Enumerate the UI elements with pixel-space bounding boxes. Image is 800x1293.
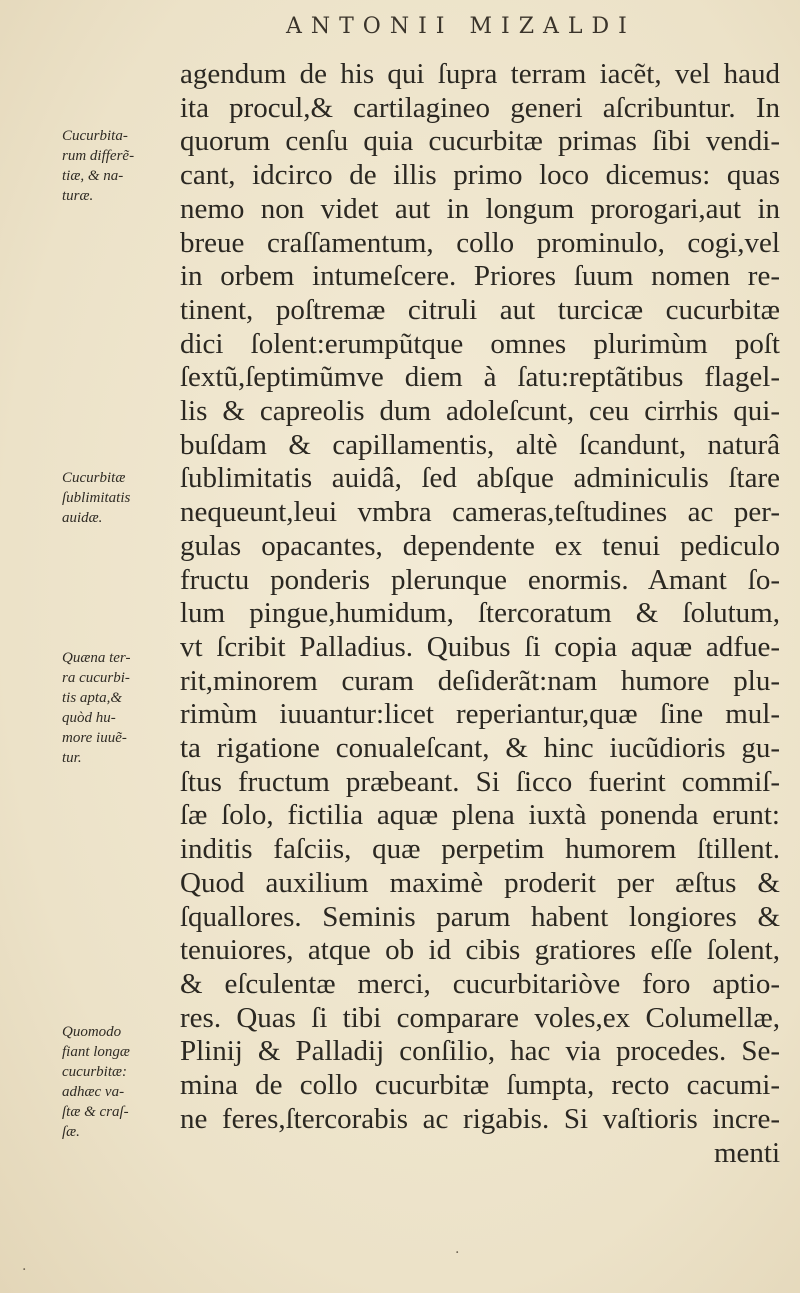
text-line: Plinij & Palladij conſilio, hac via procedes. Se- [180, 1035, 780, 1068]
margin-note-long-gourds [62, 1022, 180, 1142]
margin-note-sublimity [62, 468, 180, 528]
margin-note-line: adhæc va- [62, 1084, 125, 1100]
margin-note-soil [62, 648, 180, 768]
text-line: lis & capreolis dum adoleſcunt, ceu cirrhis qui- [180, 395, 780, 428]
margin-note-line: ra cucurbi- [62, 670, 130, 686]
text-line: ne feres,ſtercorabis ac rigabis. Si vaſtioris incre- [180, 1102, 780, 1135]
margin-note-line: Cucurbitæ [62, 470, 126, 486]
text-line: tenuiores, atque ob id cibis gratiores eſſe ſolent, [180, 934, 780, 967]
margin-note-line: more iuuẽ- [62, 730, 127, 746]
text-line: ita procul,& cartilagineo generi aſcribuntur. In [180, 91, 780, 124]
text-line: dici ſolent:erumpũtque omnes plurimùm poſt [180, 327, 780, 360]
margin-note-line: turæ. [62, 188, 94, 204]
text-line: cant, idcirco de illis primo loco dicemus: quas [180, 159, 780, 192]
margin-note-line: Cucurbita- [62, 128, 128, 144]
margin-note-line: auidæ. [62, 510, 103, 526]
text-line: rimùm iuuantur:licet reperiantur,quæ ſine mul- [180, 698, 780, 731]
text-line: ſquallores. Seminis parum habent longiores & [180, 900, 780, 933]
margin-note-line: cucurbitæ: [62, 1064, 127, 1080]
paper-speck: · [22, 1262, 27, 1278]
text-line: mina de collo cucurbitæ ſumpta, recto cacumi- [180, 1069, 780, 1102]
text-line: ſtus fructum præbeant. Si ſicco fuerint commiſ- [180, 765, 780, 798]
margin-note-line: fiant longæ [62, 1044, 130, 1060]
text-line: nemo non videt aut in longum prorogari,aut in [180, 192, 780, 225]
text-line: menti [713, 1136, 780, 1169]
text-line: in orbem intumeſcere. Priores ſuum nomen re- [180, 260, 780, 293]
paper-speck: · [455, 1245, 460, 1261]
text-line: fructu ponderis plerunque enormis. Amant ſo- [180, 563, 780, 596]
margin-note-line: Quomodo [62, 1024, 122, 1040]
text-line: res. Quas ſi tibi comparare voles,ex Columellæ, [180, 1001, 780, 1034]
text-line: nequeunt,leui vmbra cameras,teſtudines ac per- [180, 496, 780, 529]
text-line: inditis faſciis, quæ perpetim humorem ſtillent. [180, 833, 780, 866]
running-header: ANTONII MIZALDI [286, 14, 636, 39]
margin-note-line: tiæ, & na- [62, 168, 124, 184]
margin-note-line: Quæna ter- [62, 650, 131, 666]
margin-note-line: ſæ. [62, 1124, 80, 1140]
text-line: tinent, poſtremæ citruli aut turcicæ cucurbitæ [180, 293, 780, 326]
text-line: Quod auxilium maximè proderit per æſtus & [180, 866, 780, 899]
text-line: agendum de his qui ſupra terram iacẽt, vel haud [180, 58, 780, 90]
margin-note-line: tis apta,& [62, 690, 123, 706]
main-text-block [180, 58, 780, 1170]
margin-note-differences [62, 126, 180, 206]
text-line: breue craſſamentum, collo prominulo, cogi,vel [180, 226, 780, 259]
margin-note-line: ſublimitatis [62, 490, 131, 506]
text-line: quorum cenſu quia cucurbitæ primas ſibi vendi- [180, 125, 780, 158]
text-line: ta rigatione conualeſcant, & hinc iucũdioris gu- [180, 732, 780, 765]
text-line: ſextũ,ſeptimũmve diem à ſatu:reptãtibus flagel- [180, 361, 780, 394]
text-line: & eſculentæ merci, cucurbitariòve foro aptio- [180, 967, 780, 1000]
text-line: rit,minorem curam deſiderãt:nam humore plu- [180, 664, 780, 697]
text-line: gulas opacantes, dependente ex tenui pediculo [180, 529, 780, 562]
text-line: buſdam & capillamentis, altè ſcandunt, naturâ [180, 428, 780, 461]
margin-note-line: rum differẽ- [62, 148, 135, 164]
text-line: vt ſcribit Palladius. Quibus ſi copia aquæ adfue- [180, 630, 780, 663]
text-line: lum pingue,humidum, ſtercoratum & ſolutum, [180, 597, 780, 630]
margin-note-line: tur. [62, 750, 82, 766]
text-line: ſublimitatis auidâ, ſed abſque adminiculis ſtare [180, 462, 780, 495]
margin-note-line: quòd hu- [62, 710, 116, 726]
text-line: ſæ ſolo, fictilia aquæ plena iuxtà ponenda erunt: [180, 799, 780, 832]
margin-note-line: ſtæ & craſ- [62, 1104, 129, 1120]
